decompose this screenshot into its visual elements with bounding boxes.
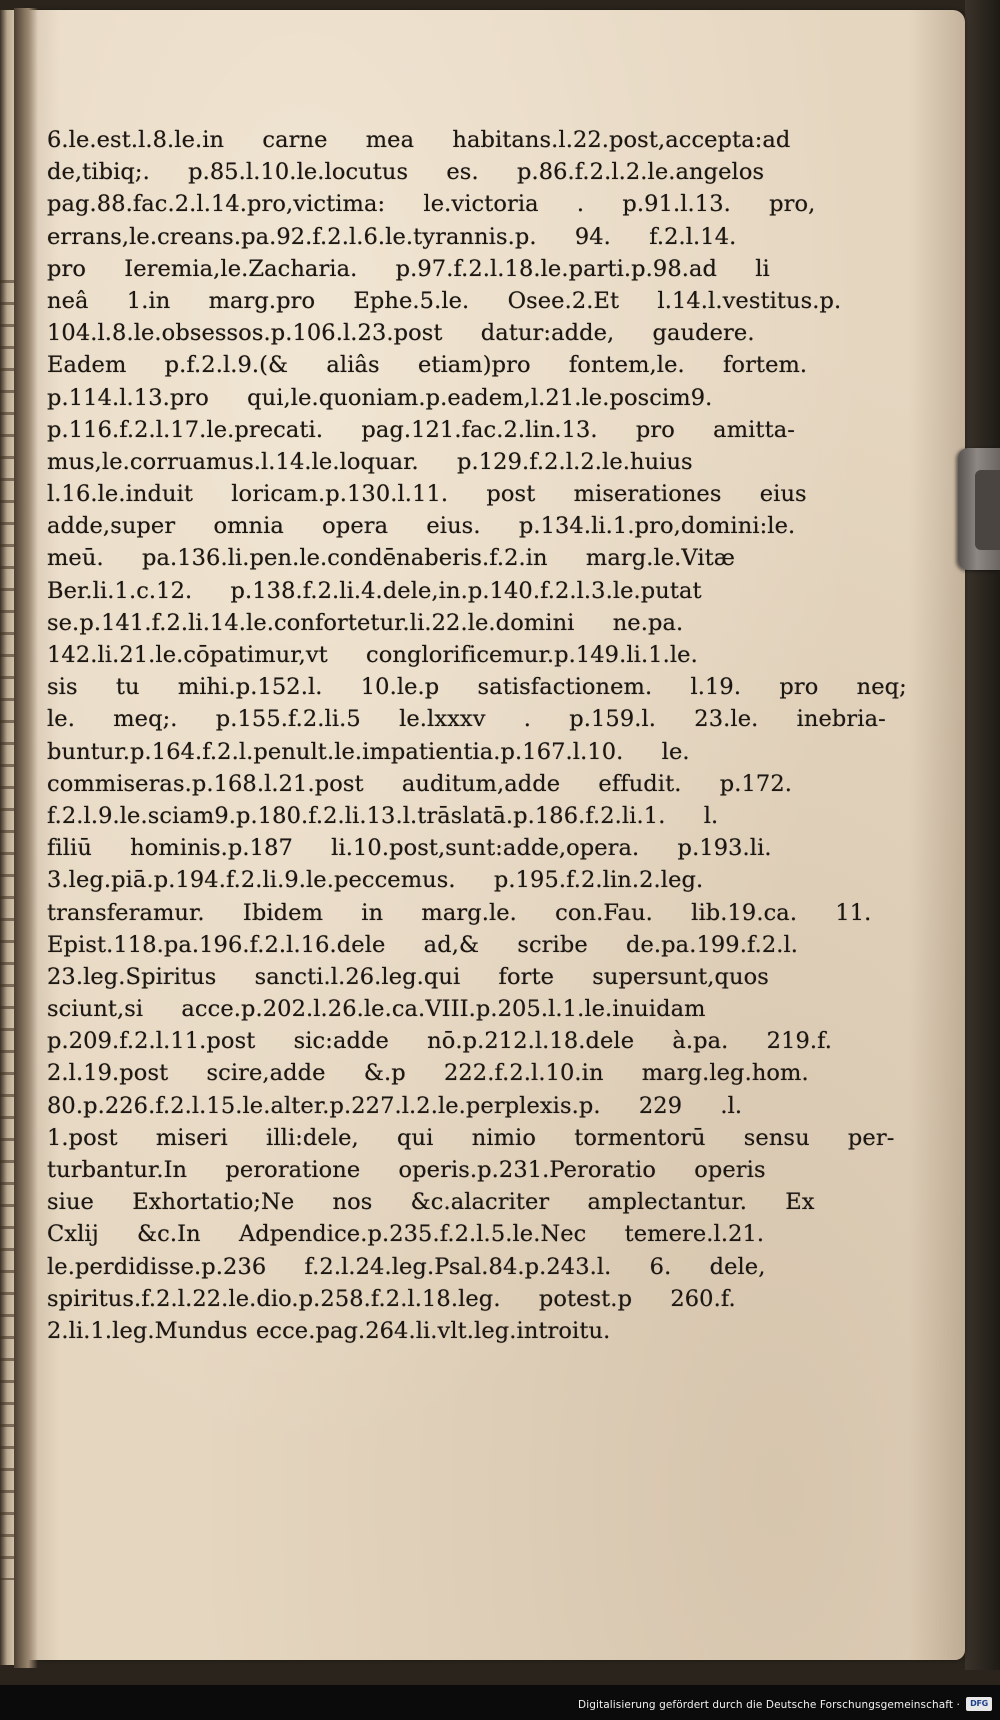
text-line: commiseras.p.168.l.21.post auditum,adde effudit. p.172. [47, 770, 792, 797]
text-line: sis tu mihi.p.152.l. 10.le.p satisfactionem. l.19. pro neq; [47, 674, 907, 701]
text-line: transferamur. Ibidem in marg.le. con.Fau. lib.19.ca. 11. [47, 899, 872, 926]
right-background [965, 0, 1000, 1670]
archive-clamp-inner [975, 470, 1000, 550]
text-line: p.116.f.2.l.17.le.precati. pag.121.fac.2.lin.13. pro amitta- [47, 416, 795, 443]
text-line: 2.li.1.leg.Mundus ecce.pag.264.li.vlt.leg.introitu. [47, 1317, 611, 1344]
page-gutter [14, 8, 38, 1668]
text-line: l.16.le.induit loricam.p.130.l.11. post miserationes eius [47, 481, 807, 508]
text-line: f.2.l.9.le.sciam9.p.180.f.2.li.13.l.trāslatā.p.186.f.2.li.1. l. [47, 802, 719, 829]
text-line: Cxlij &c.In Adpendice.p.235.f.2.l.5.le.Nec temere.l.21. [47, 1221, 765, 1248]
text-line: mus,le.corruamus.l.14.le.loquar. p.129.f.2.l.2.le.huius [47, 448, 693, 475]
text-line: 1.post miseri illi:dele, qui nimio tormentorū sensu per- [47, 1124, 895, 1151]
text-line: 6.le.est.l.8.le.in carne mea habitans.l.22.post,accepta:ad [47, 127, 791, 153]
text-line: filiū hominis.p.187 li.10.post,sunt:adde,opera. p.193.li. [47, 835, 772, 862]
facing-page-bleed [0, 280, 14, 1580]
text-line: spiritus.f.2.l.22.le.dio.p.258.f.2.l.18.leg. potest.p 260.f. [47, 1285, 736, 1312]
text-line: 2.l.19.post scire,adde &.p 222.f.2.l.10.in marg.leg.hom. [47, 1060, 809, 1087]
text-line: adde,super omnia opera eius. p.134.li.1.pro,domini:le. [47, 513, 796, 540]
text-line: p.209.f.2.l.11.post sic:adde nō.p.212.l.18.dele à.pa. 219.f. [47, 1028, 833, 1055]
text-line: 3.leg.piā.p.194.f.2.li.9.le.peccemus. p.195.f.2.lin.2.leg. [47, 867, 704, 894]
text-line: neâ 1.in marg.pro Ephe.5.le. Osee.2.Et l.14.l.vestitus.p. [47, 287, 842, 314]
text-line: 142.li.21.le.cōpatimur,vt conglorificemur.p.149.li.1.le. [47, 642, 698, 668]
dfg-logo: DFG [966, 1697, 992, 1711]
text-line: 80.p.226.f.2.l.15.le.alter.p.227.l.2.le.perplexis.p. 229 .l. [47, 1092, 743, 1119]
text-line: de,tibiq;. p.85.l.10.le.locutus es. p.86.f.2.l.2.le.angelos [47, 159, 765, 186]
digitisation-credit: Digitalisierung gefördert durch die Deutsche Forschungsgemeinschaft · [578, 1699, 960, 1711]
text-line: 23.leg.Spiritus sancti.l.26.leg.qui forte supersunt,quos [47, 963, 769, 990]
text-line: Epist.118.pa.196.f.2.l.16.dele ad,& scribe de.pa.199.f.2.l. [47, 931, 799, 958]
text-line: se.p.141.f.2.li.14.le.confortetur.li.22.le.domini ne.pa. [47, 609, 684, 636]
errata-text [47, 124, 915, 1347]
text-line: siue Exhortatio;Ne nos &c.alacriter amplectantur. Ex [47, 1189, 815, 1216]
text-line: le.perdidisse.p.236 f.2.l.24.leg.Psal.84.p.243.l. 6. dele, [47, 1253, 766, 1280]
text-line: p.114.l.13.pro qui,le.quoniam.p.eadem,l.21.le.poscim9. [47, 384, 713, 411]
text-line: sciunt,si acce.p.202.l.26.le.ca.VIII.p.205.l.1.le.inuidam [47, 996, 706, 1023]
text-line: le. meq;. p.155.f.2.li.5 le.lxxxv . p.159.l. 23.le. inebria- [47, 706, 886, 733]
text-line: Ber.li.1.c.12. p.138.f.2.li.4.dele,in.p.140.f.2.l.3.le.putat [47, 577, 702, 604]
text-line: Eadem p.f.2.l.9.(& aliâs etiam)pro fontem,le. fortem. [47, 352, 808, 379]
text-line: errans,le.creans.pa.92.f.2.l.6.le.tyrannis.p. 94. f.2.l.14. [47, 223, 737, 250]
text-line: 104.l.8.le.obsessos.p.106.l.23.post datur:adde, gaudere. [47, 320, 755, 347]
text-line: pag.88.fac.2.l.14.pro,victima: le.victoria . p.91.l.13. pro, [47, 191, 816, 218]
text-line: buntur.p.164.f.2.l.penult.le.impatientia.p.167.l.10. le. [47, 738, 690, 765]
text-line: pro Ieremia,le.Zacharia. p.97.f.2.l.18.le.parti.p.98.ad li [47, 255, 770, 282]
text-line: meū. pa.136.li.pen.le.condēnaberis.f.2.in marg.le.Vitæ [47, 545, 736, 572]
text-line: turbantur.In peroratione operis.p.231.Peroratio operis [47, 1157, 766, 1183]
